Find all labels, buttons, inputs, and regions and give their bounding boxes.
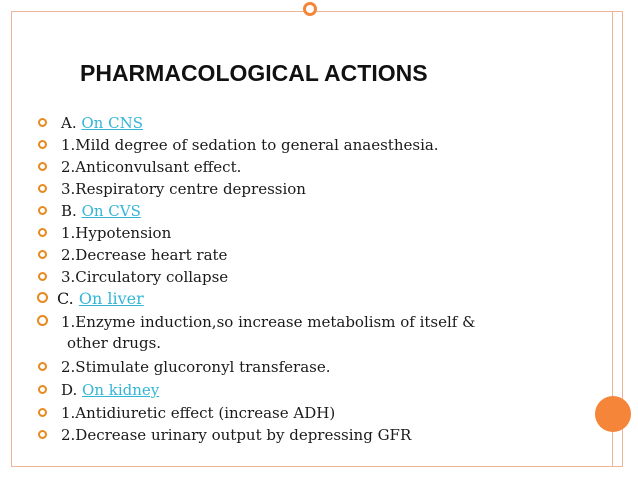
section-prefix: B. [61,202,82,220]
bullet-text: 1.Antidiuretic effect (increase ADH) [61,404,336,422]
bullet-icon [38,140,47,149]
bullet-icon [38,162,47,171]
bullet-text: 1.Enzyme induction,so increase metabolism of itself & [61,313,476,331]
bullet-text [57,289,144,309]
orange-circle-icon [595,396,631,432]
bullet-icon [38,118,47,127]
bullet-icon [38,250,47,259]
bullet-icon [38,184,47,193]
orange-ring-icon [303,2,317,16]
bullet-icon [38,408,47,417]
bullet-icon [38,272,47,281]
bullet-text: other drugs. [67,334,162,352]
bullet-text [61,113,143,133]
bullet-icon [38,430,47,439]
bullet-icon [37,292,48,303]
bullet-text: 2.Decrease urinary output by depressing GFR [61,426,412,444]
bullet-icon [38,206,47,215]
bullet-text: 3.Respiratory centre depression [61,180,306,198]
link-on-cvs[interactable]: On CVS [81,202,141,220]
bullet-text: 3.Circulatory collapse [61,268,229,286]
bullet-text: 2.Decrease heart rate [61,246,228,264]
bullet-text: 1.Mild degree of sedation to general anaesthesia. [61,136,439,154]
section-prefix: A. [61,114,82,132]
bullet-text: 2.Stimulate glucoronyl transferase. [61,358,331,376]
bullet-icon [38,228,47,237]
bullet-icon [37,315,48,326]
link-on-cns[interactable]: On CNS [81,114,143,132]
bullet-icon [38,385,47,394]
link-on-liver[interactable]: On liver [78,289,144,308]
section-prefix: D. [61,381,83,399]
link-on-kidney[interactable]: On kidney [82,381,160,399]
bullet-text: 1.Hypotension [61,224,172,242]
bullet-text: 2.Anticonvulsant effect. [61,158,242,176]
bullet-icon [38,362,47,371]
slide-title: PHARMACOLOGICAL ACTIONS [80,60,428,86]
bullet-text [61,380,159,400]
section-prefix: C. [57,289,79,308]
bullet-text [61,201,141,221]
